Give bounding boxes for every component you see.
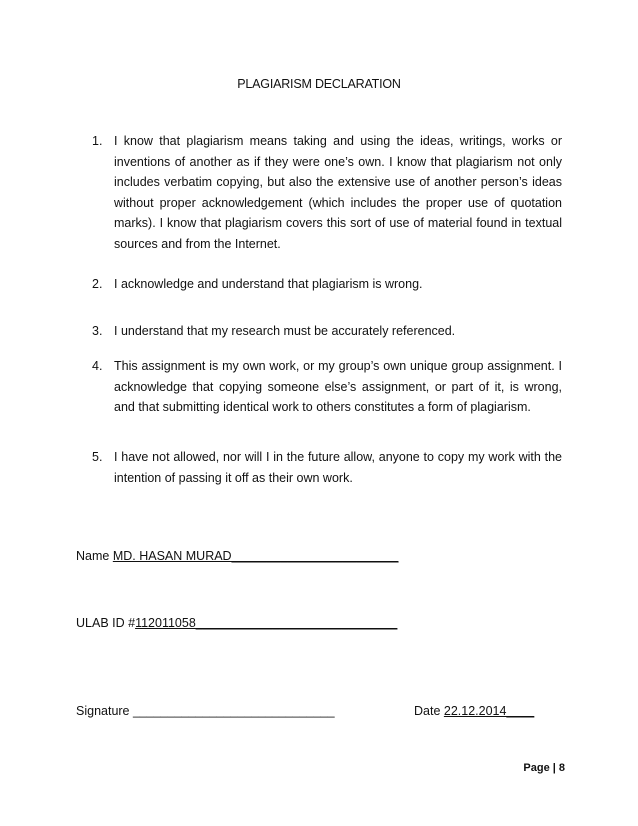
list-item	[92, 274, 562, 295]
name-field	[76, 549, 398, 563]
item-number: 3.	[92, 324, 103, 338]
list-item	[92, 356, 562, 418]
signature-field	[76, 704, 335, 718]
item-number: 2.	[92, 277, 103, 291]
date-value: 22.12.2014____	[443, 704, 535, 718]
ulab-id-label: ULAB ID #	[76, 616, 136, 630]
ulab-id-value: 112011058_____________________________	[135, 616, 398, 630]
item-text: I have not allowed, nor will I in the future allow, anyone to copy my work with the intention of passing it off as their own work.	[114, 450, 562, 485]
signature-line: _____________________________	[132, 704, 335, 718]
signature-label: Signature	[76, 704, 133, 718]
ulab-id-field	[76, 616, 397, 630]
item-text: I understand that my research must be accurately referenced.	[114, 324, 456, 338]
page-number: Page | 8	[523, 762, 565, 774]
item-number: 4.	[92, 359, 103, 373]
list-item	[92, 131, 562, 254]
list-item	[92, 321, 562, 342]
item-number: 1.	[92, 134, 103, 148]
item-text: This assignment is my own work, or my group’s own unique group assignment. I acknowledge that copying someone else’s assignment, or part of it, is wrong, and that submitting identical work to others constitutes a form of plagiarism.	[114, 359, 562, 414]
item-number: 5.	[92, 450, 103, 464]
document-title: PLAGIARISM DECLARATION	[237, 77, 401, 91]
item-text: I acknowledge and understand that plagiarism is wrong.	[114, 277, 423, 291]
item-text: I know that plagiarism means taking and using the ideas, writings, works or inventions of another as if they were one’s own. I know that plagiarism not only includes verbatim copying, but also the extensive use of another person’s ideas without proper acknowledgement (which includes the proper use of quotation marks). I know that plagiarism covers this sort of use of material found in textual sources and from the Internet.	[114, 134, 562, 251]
date-field	[414, 704, 534, 718]
name-label: Name	[76, 549, 113, 563]
list-item	[92, 447, 562, 488]
date-label: Date	[414, 704, 444, 718]
name-value: MD. HASAN MURAD________________________	[112, 549, 399, 563]
